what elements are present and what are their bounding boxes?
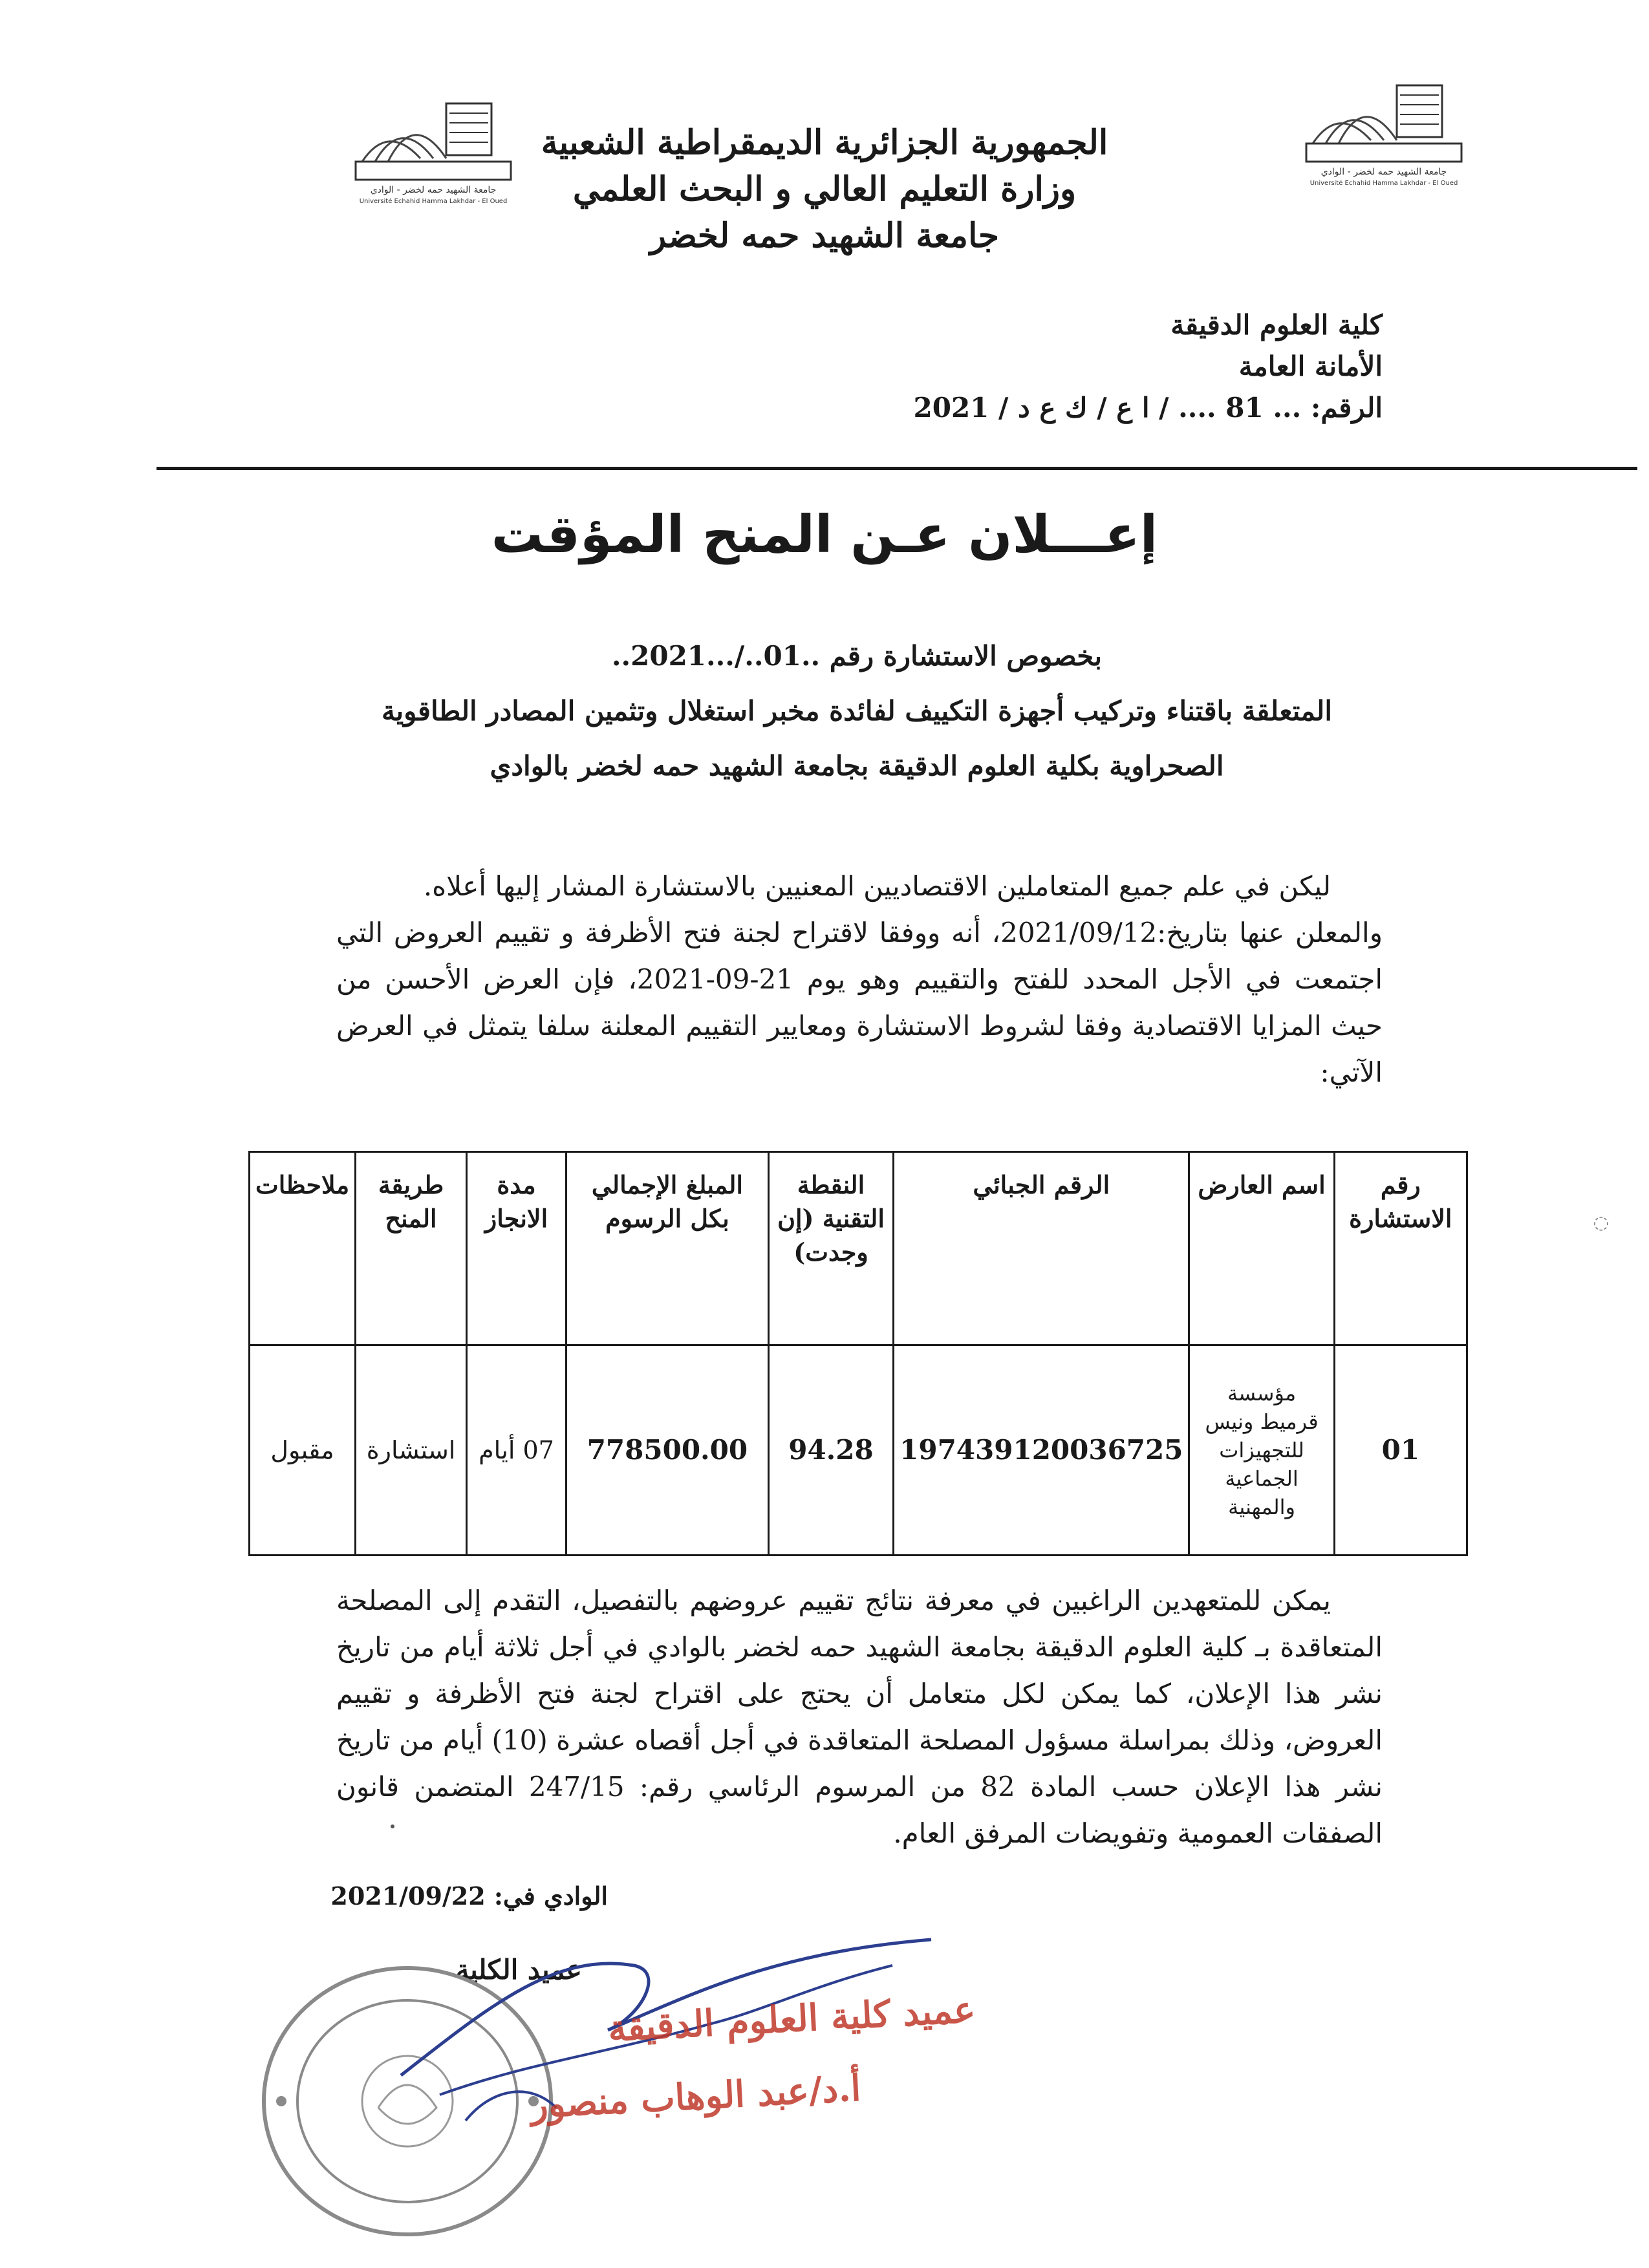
intro-paragraph-2: والمعلن عنها بتاريخ:2021/09/12، أنه ووفقا لاقتراح لجنة فتح الأظرفة و تقييم العروض التي اجتمعت في الأجل المحدد للفتح والتقييم وهو يوم 21-09-2021، فإن العرض الأحسن من حيث المزايا الاقتصادية وفقا لشروط الاستشارة ومعايير التقييم المعلنة سلفا يتمثل في العرض الآتي: [336, 917, 1383, 1088]
closing-text [336, 1578, 1383, 1857]
logo-caption-ar: جامعة الشهيد حمه لخضر - الوادي [1320, 167, 1447, 177]
stamp-dean-title: عميد كلية العلوم الدقيقة [607, 1988, 976, 2050]
header-notes: ملاحظات [250, 1152, 356, 1345]
scan-mark: ◌ [1593, 1212, 1609, 1233]
reference-number: الرقم: ... 81 .... / ا ع / ك ع د / 2021 [913, 392, 1383, 423]
cell-duration: 07 أيام [467, 1345, 566, 1556]
table-row [250, 1345, 1467, 1556]
dean-label: عميد الكلية [455, 1954, 582, 1985]
place-date: الوادي في: 2021/09/22 [330, 1881, 608, 1910]
header-republic: الجمهورية الجزائرية الديمقراطية الشعبية [541, 123, 1108, 162]
intro-text [336, 863, 1383, 1096]
cell-method: استشارة [356, 1345, 467, 1556]
cell-tech-score: 94.28 [768, 1345, 893, 1556]
table-header-row [250, 1152, 1467, 1345]
header-amount: المبلغ الإجمالي بكل الرسوم [566, 1152, 768, 1345]
cell-consult-no: 01 [1334, 1345, 1467, 1556]
faculty-name: كلية العلوم الدقيقة [1170, 309, 1383, 341]
logo-caption-ar: جامعة الشهيد حمه لخضر - الوادي [370, 185, 497, 195]
handwritten-signature [362, 1927, 944, 2205]
cell-notes: مقبول [250, 1345, 356, 1556]
intro-paragraph-1: ليكن في علم جميع المتعاملين الاقتصاديين المعنيين بالاستشارة المشار إليها أعلاه. [423, 870, 1331, 902]
scan-dot [391, 1824, 394, 1828]
stamp-dean-name: أ.د/عبد الوهاب منصور [529, 2066, 862, 2127]
cell-tax-id: 197439120036725 [894, 1345, 1189, 1556]
award-table [248, 1151, 1468, 1556]
logo-caption-en: Université Echahid Hamma Lakhdar - El Oued [359, 198, 508, 205]
closing-paragraph: يمكن للمتعهدين الراغبين في معرفة نتائج تقييم عروضهم بالتفصيل، التقدم إلى المصلحة المتعاقدة بـ كلية العلوم الدقيقة بجامعة الشهيد حمه لخضر بالوادي في أجل ثلاثة أيام من تاريخ نشر هذا الإعلان، كما يمكن لكل متعامل أن يحتج على اقتراح لجنة فتح الأظرفة و تقييم العروض، وذلك بمراسلة مسؤول المصلحة المتعاقدة في أجل أقصاه عشرة (10) أيام من تاريخ نشر هذا الإعلان حسب المادة 82 من المرسوم الرئاسي رقم: 247/15 المتضمن قانون الصفقات العمومية وتفويضات المرفق العام. [336, 1585, 1383, 1849]
header-bidder: اسم العارض [1189, 1152, 1334, 1345]
header-tech-score: النقطة التقنية (إن وجدت) [768, 1152, 893, 1345]
header-ministry: وزارة التعليم العالي و البحث العلمي [572, 169, 1077, 209]
cell-bidder: مؤسسة قرميط ونيس للتجهيزات الجماعية والمهنية [1189, 1345, 1334, 1556]
subject-line-3: الصحراوية بكلية العلوم الدقيقة بجامعة الشهيد حمه لخضر بالوادي [490, 750, 1224, 782]
logo-caption-en: Université Echahid Hamma Lakhdar - El Oued [1310, 180, 1458, 187]
header-divider [156, 467, 1637, 470]
header-method: طريقة المنح [356, 1152, 467, 1345]
header-consult-no: رقم الاستشارة [1334, 1152, 1467, 1345]
subject-line-1: بخصوص الاستشارة رقم ..01../...2021.. [611, 640, 1103, 672]
cell-amount: 778500.00 [566, 1345, 768, 1556]
header-duration: مدة الانجاز [467, 1152, 566, 1345]
header-tax-id: الرقم الجبائي [894, 1152, 1189, 1345]
header-university: جامعة الشهيد حمه لخضر [649, 216, 1000, 255]
office-name: الأمانة العامة [1238, 350, 1383, 382]
subject-line-2: المتعلقة باقتناء وتركيب أجهزة التكييف لفائدة مخبر استغلال وتثمين المصادر الطاقوية [381, 695, 1333, 727]
page-title: إعـــلان عـن المنح المؤقت [491, 504, 1158, 564]
